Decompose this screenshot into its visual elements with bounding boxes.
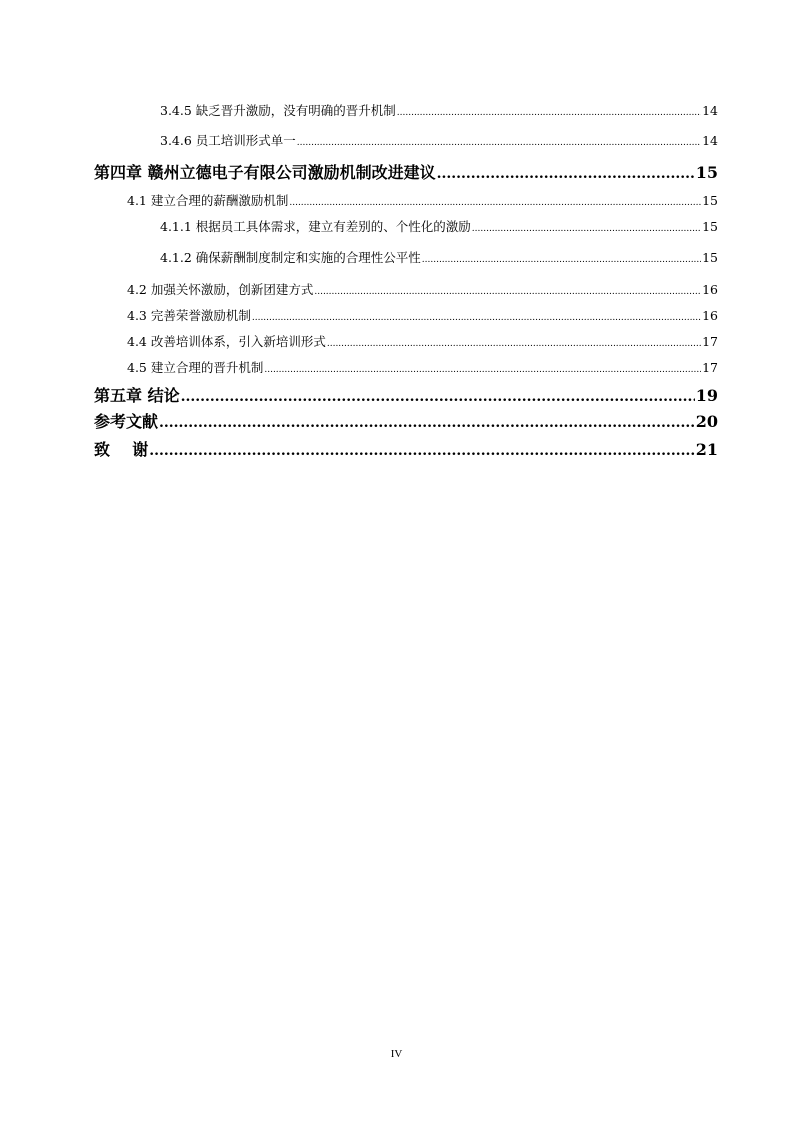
toc-entry-acknowledgements[interactable] bbox=[94, 437, 718, 460]
toc-entry-4-4[interactable] bbox=[127, 332, 718, 350]
toc-leader-dots bbox=[297, 138, 701, 148]
page-number: IV bbox=[390, 1048, 403, 1060]
toc-entry-3-4-6[interactable] bbox=[160, 131, 718, 149]
toc-entry-title: 3.4.6 员工培训形式单一 bbox=[160, 133, 296, 148]
toc-entry-title: 参考文献 bbox=[94, 412, 159, 431]
toc-entry-4-1[interactable] bbox=[127, 191, 718, 209]
toc-entry-3-4-5[interactable] bbox=[160, 101, 718, 119]
toc-entry-4-3[interactable] bbox=[127, 306, 718, 324]
toc-entry-page: 15 bbox=[702, 250, 718, 265]
toc-entry-title: 4.1 建立合理的薪酬激励机制 bbox=[127, 193, 289, 208]
toc-entry-page: 14 bbox=[702, 133, 718, 148]
toc-entry-4-1-2[interactable] bbox=[160, 248, 718, 266]
toc-leader-dots bbox=[397, 108, 701, 118]
toc-entry-page: 21 bbox=[695, 440, 718, 459]
toc-entry-references[interactable] bbox=[94, 409, 718, 432]
toc-entry-page: 20 bbox=[695, 412, 718, 431]
toc-leader-dots bbox=[252, 313, 701, 323]
toc-entry-title: 4.5 建立合理的晋升机制 bbox=[127, 360, 264, 375]
toc-entry-title: 3.4.5 缺乏晋升激励，没有明确的晋升机制 bbox=[160, 103, 396, 118]
toc-leader-dots bbox=[149, 443, 694, 459]
toc-leader-dots bbox=[314, 287, 701, 297]
toc-entry-page: 14 bbox=[702, 103, 718, 118]
toc-entry-page: 16 bbox=[702, 282, 718, 297]
toc-entry-title: 4.1.2 确保薪酬制度制定和实施的合理性公平性 bbox=[160, 250, 421, 265]
toc-entry-4-5[interactable] bbox=[127, 358, 718, 376]
toc-entry-title: 致 谢 bbox=[94, 440, 149, 459]
toc-entry-4-1-1[interactable] bbox=[160, 217, 718, 235]
toc-entry-page: 17 bbox=[702, 334, 718, 349]
toc-leader-dots bbox=[472, 224, 701, 234]
toc-leader-dots bbox=[437, 166, 695, 182]
toc-entry-page: 15 bbox=[702, 193, 718, 208]
toc-leader-dots bbox=[181, 389, 695, 405]
toc-entry-chapter-4[interactable] bbox=[94, 160, 718, 183]
toc-entry-title: 4.3 完善荣誉激励机制 bbox=[127, 308, 251, 323]
toc-entry-title: 第四章 赣州立德电子有限公司激励机制改进建议 bbox=[94, 163, 436, 182]
toc-entry-title: 4.1.1 根据员工具体需求，建立有差别的、个性化的激励 bbox=[160, 219, 471, 234]
toc-leader-dots bbox=[159, 415, 695, 431]
toc-entry-page: 15 bbox=[702, 219, 718, 234]
toc-entry-page: 17 bbox=[702, 360, 718, 375]
toc-entry-page: 15 bbox=[695, 163, 718, 182]
toc-leader-dots bbox=[327, 339, 701, 349]
toc-entry-title: 第五章 结论 bbox=[94, 386, 180, 405]
toc-entry-title: 4.4 改善培训体系，引入新培训形式 bbox=[127, 334, 326, 349]
toc-leader-dots bbox=[289, 198, 701, 208]
toc-leader-dots bbox=[264, 365, 701, 375]
toc-leader-dots bbox=[422, 255, 701, 265]
toc-entry-4-2[interactable] bbox=[127, 280, 718, 298]
toc-entry-page: 16 bbox=[702, 308, 718, 323]
toc-entry-title: 4.2 加强关怀激励，创新团建方式 bbox=[127, 282, 314, 297]
toc-entry-page: 19 bbox=[695, 386, 718, 405]
toc-entry-chapter-5[interactable] bbox=[94, 383, 718, 406]
